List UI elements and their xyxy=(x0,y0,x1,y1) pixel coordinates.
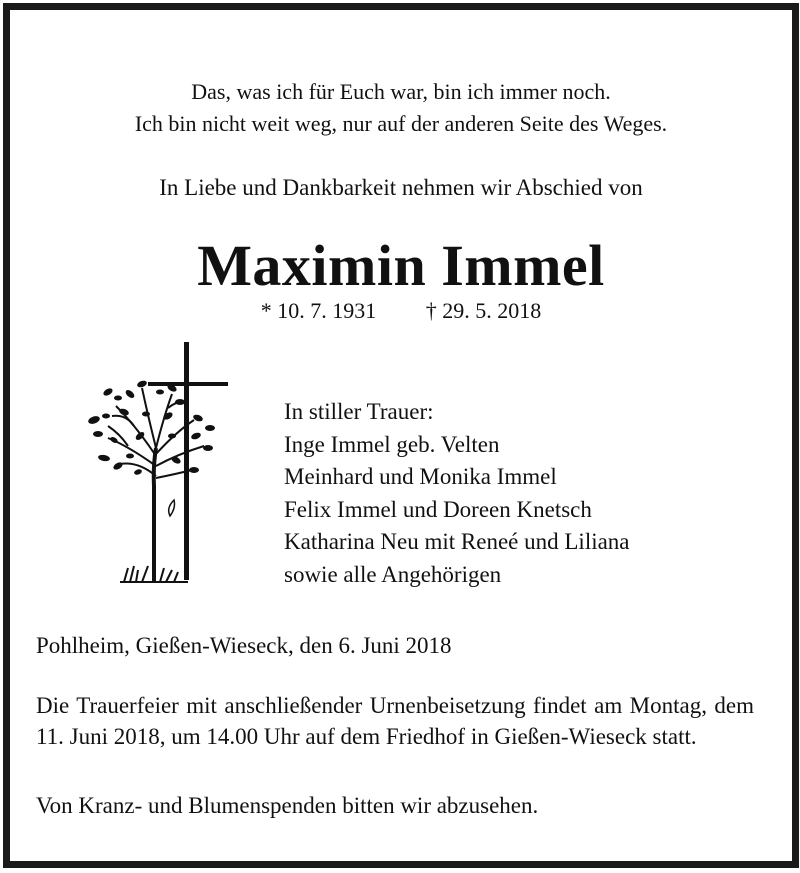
obituary-content xyxy=(10,10,792,861)
funeral-service-notice: Die Trauerfeier mit anschließender Urnenbeisetzung findet am Montag, dem 11. Juni 2018, um 14.00 Uhr auf dem Friedhof in Gießen-Wieseck statt. xyxy=(36,693,754,749)
tree-cross-icon xyxy=(68,336,228,584)
death-date: † 29. 5. 2018 xyxy=(425,298,542,323)
life-dates xyxy=(10,296,792,326)
motto xyxy=(10,76,792,140)
mourner-name: Meinhard und Monika Immel xyxy=(284,464,557,489)
mourner-name: sowie alle Angehörigen xyxy=(284,561,502,587)
intro-line: In Liebe und Dankbarkeit nehmen wir Abschied von xyxy=(159,175,643,200)
mourner-name: Inge Immel geb. Velten xyxy=(284,431,500,457)
obituary-frame xyxy=(3,3,799,868)
mourner-name: Katharina Neu mit Reneé und Liliana xyxy=(284,529,630,554)
mourners-list xyxy=(284,396,630,591)
birth-date: * 10. 7. 1931 xyxy=(260,298,377,323)
motto-line-2: Ich bin nicht weit weg, nur auf der anderen Seite des Weges. xyxy=(134,111,668,136)
mourner-name: Felix Immel und Doreen Knetsch xyxy=(284,496,592,522)
motto-line-1: Das, was ich für Euch war, bin ich immer noch. xyxy=(191,79,611,104)
deceased-name: Maximin Immel xyxy=(197,233,605,298)
closing-note: Von Kranz- und Blumenspenden bitten wir abzusehen. xyxy=(36,793,539,818)
place-and-date: Pohlheim, Gießen-Wieseck, den 6. Juni 2018 xyxy=(36,633,452,658)
mourners-heading: In stiller Trauer: xyxy=(284,399,434,424)
